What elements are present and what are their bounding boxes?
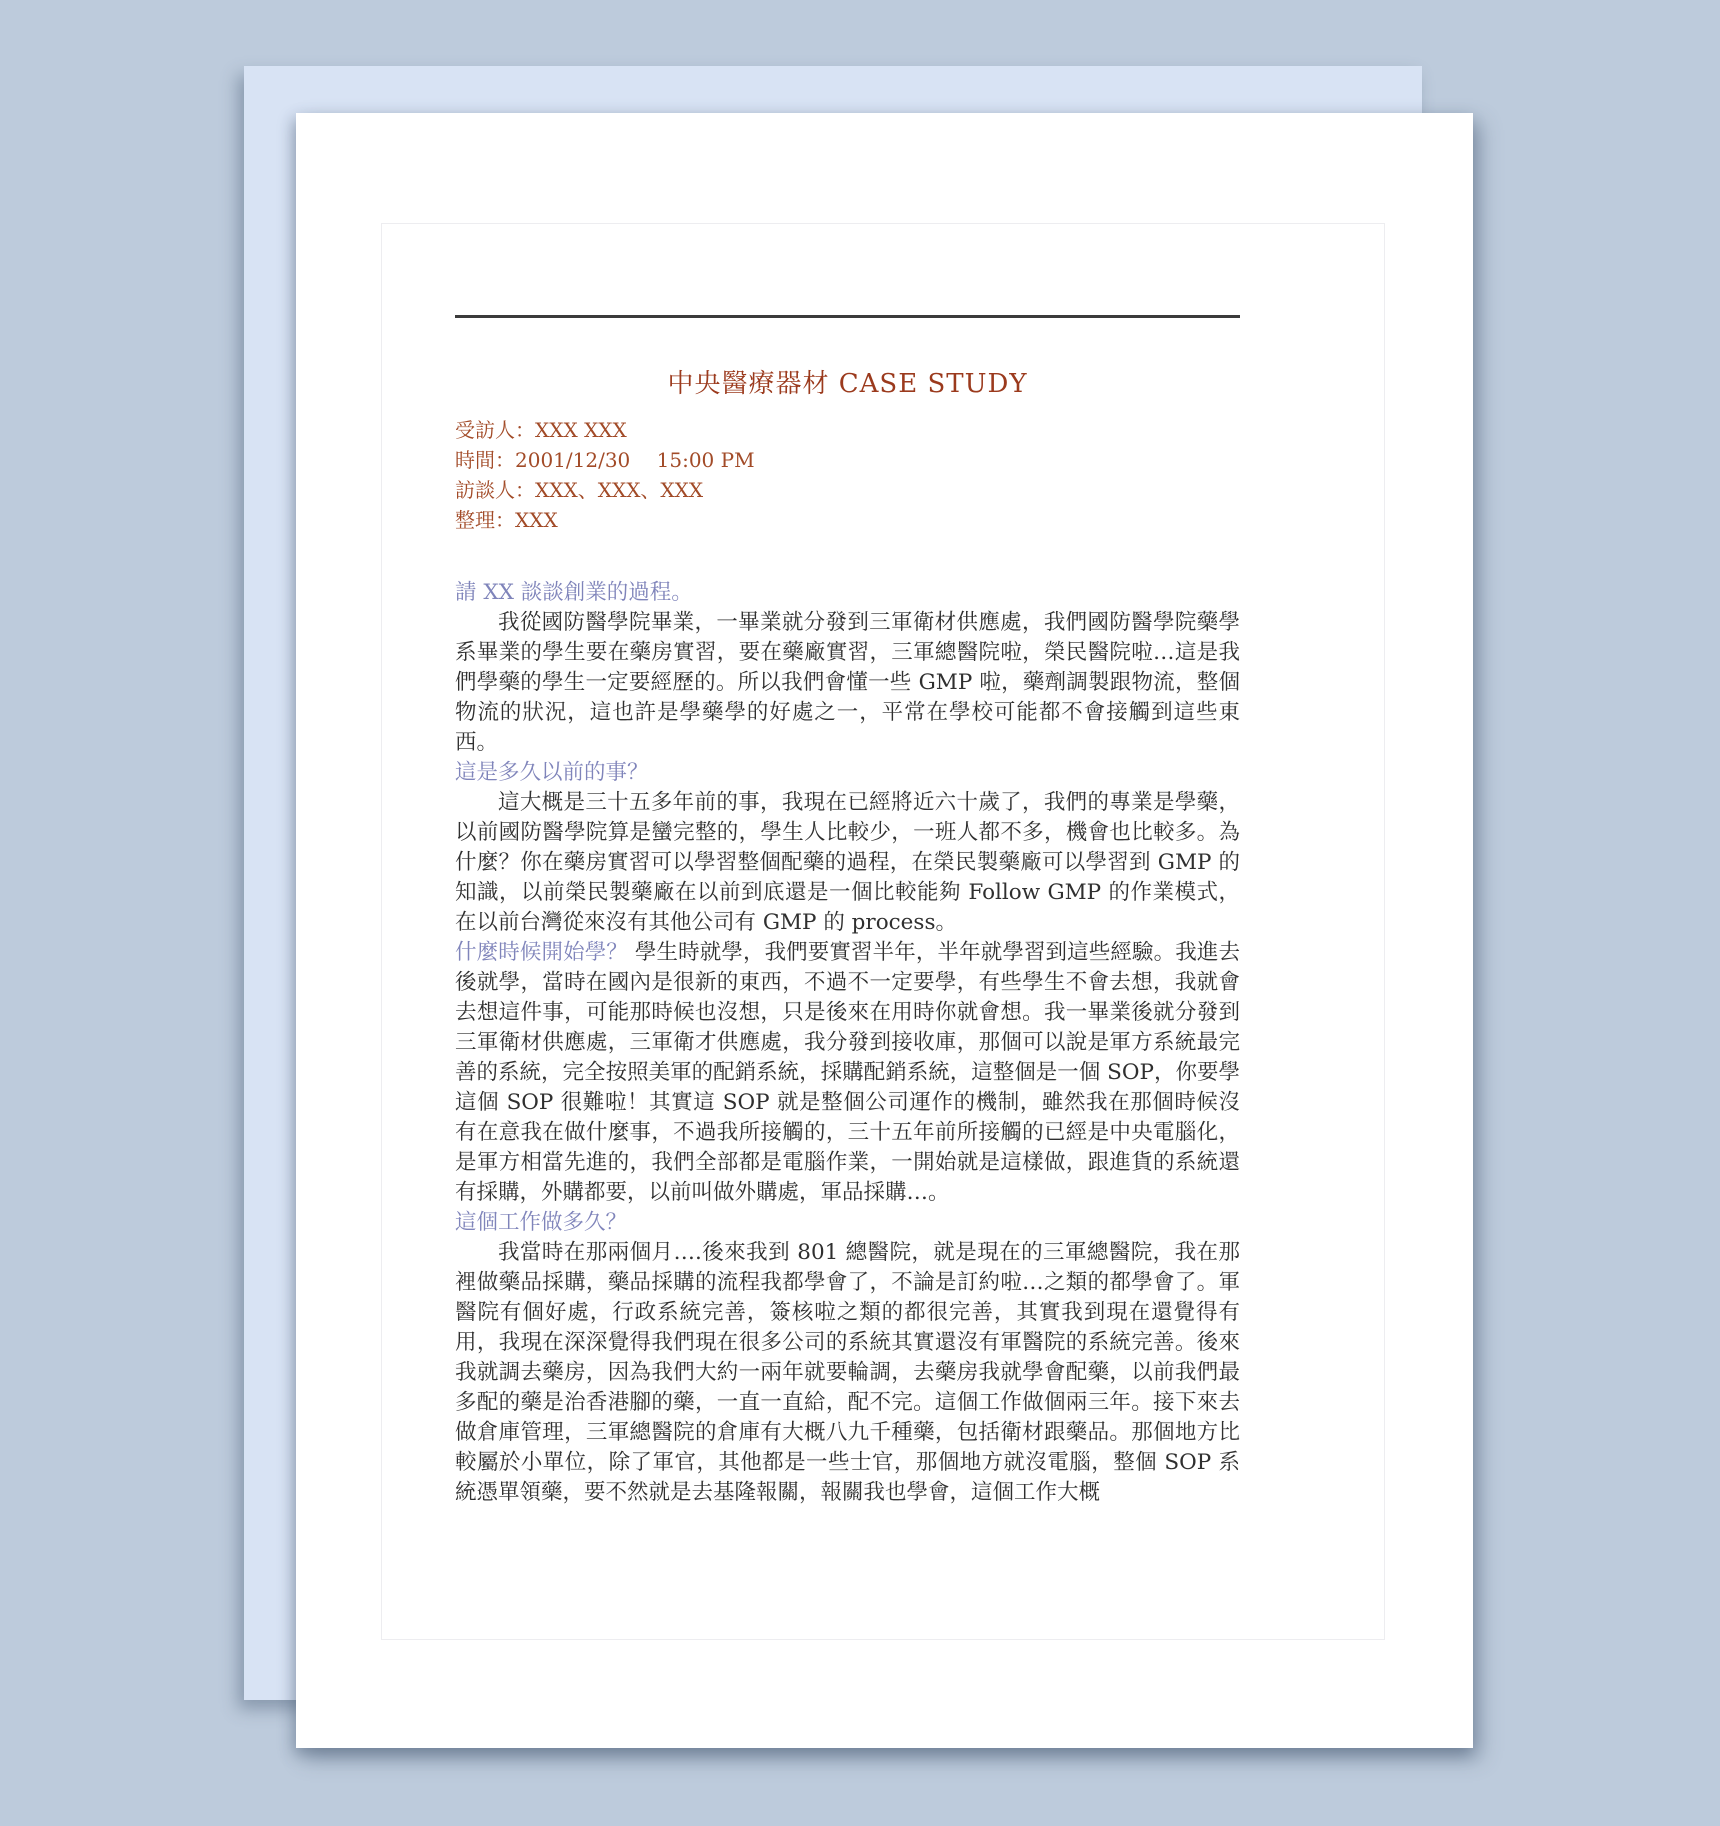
meta-value: 2001/12/30 15:00 PM bbox=[515, 448, 755, 472]
qa-section bbox=[455, 578, 1240, 1508]
meta-value: XXX、XXX、XXX bbox=[535, 478, 704, 502]
answer-text: 學生時就學，我們要實習半年，半年就學習到這些經驗。我進去後就學，當時在國內是很新的東西，不過不一定要學，有些學生不會去想，我就會去想這件事，可能那時候也沒想，只是後來在用時你就會想。我一畢業後就分發到三軍衛材供應處，三軍衛才供應處，我分發到接收庫，那個可以說是軍方系統最完善的系統，完全按照美軍的配銷系統，採購配銷系統，這整個是一個 SOP，你要學這個 SOP 很難啦！其實這 SOP 就是整個公司運作的機制，雖然我在那個時候沒有在意我在做什麼事，不過我所接觸的，三十五年前所接觸的已經是中央電腦化，是軍方相當先進的，我們全部都是電腦作業，一開始就是這樣做，跟進貨的系統還有採購，外購都要，以前叫做外購處，軍品採購…。 bbox=[455, 940, 1240, 1205]
meta-line-interviewee bbox=[455, 415, 1240, 445]
answer-paragraph bbox=[455, 938, 1240, 1208]
answer-paragraph: 我從國防醫學院畢業，一畢業就分發到三軍衛材供應處，我們國防醫學院藥學系畢業的學生要在藥房實習，要在藥廠實習，三軍總醫院啦，榮民醫院啦…這是我們學藥的學生一定要經歷的。所以我們會懂一些 GMP 啦，藥劑調製跟物流，整個物流的狀況，這也許是學藥學的好處之一，平常在學校可能都不會接觸到這些東西。 bbox=[455, 610, 1240, 755]
meta-label: 整理： bbox=[455, 508, 515, 532]
meta-line-time bbox=[455, 445, 1240, 475]
answer-paragraph: 我當時在那兩個月….後來我到 801 總醫院，就是現在的三軍總醫院，我在那裡做藥品採購，藥品採購的流程我都學會了，不論是訂約啦…之類的都學會了。軍醫院有個好處，行政系統完善，簽核啦之類的都很完善，其實我到現在還覺得有用，我現在深深覺得我們現在很多公司的系統其實還沒有軍醫院的系統完善。後來我就調去藥房，因為我們大約一兩年就要輪調，去藥房我就學會配藥，以前我們最多配的藥是治香港腳的藥，一直一直給，配不完。這個工作做個兩三年。接下來去做倉庫管理，三軍總醫院的倉庫有大概八九千種藥，包括衛材跟藥品。那個地方比較屬於小單位，除了軍官，其他都是一些士官，那個地方就沒電腦，整個 SOP 系統憑單領藥，要不然就是去基隆報關，報關我也學會，這個工作大概 bbox=[455, 1240, 1240, 1505]
question-text: 這是多久以前的事？ bbox=[455, 760, 649, 785]
meta-label: 時間： bbox=[455, 448, 515, 472]
answer-paragraph: 這大概是三十五多年前的事，我現在已經將近六十歲了，我們的專業是學藥，以前國防醫學院算是蠻完整的，學生人比較少，一班人都不多，機會也比較多。為什麼？你在藥房實習可以學習整個配藥的過程，在榮民製藥廠可以學習到 GMP 的知識，以前榮民製藥廠在以前到底還是一個比較能夠 Follow GMP 的作業模式，在以前台灣從來沒有其他公司有 GMP 的 process。 bbox=[455, 790, 1240, 935]
meta-label: 受訪人： bbox=[455, 418, 535, 442]
meta-label: 訪談人： bbox=[455, 478, 535, 502]
meta-line-editor bbox=[455, 505, 1240, 535]
document-content bbox=[455, 315, 1240, 1508]
meta-value: XXX XXX bbox=[535, 418, 627, 442]
meta-value: XXX bbox=[515, 508, 558, 532]
title-rule bbox=[455, 315, 1240, 318]
question-text: 請 XX 談談創業的過程。 bbox=[455, 580, 693, 605]
document-title: 中央醫療器材 CASE STUDY bbox=[667, 369, 1028, 399]
meta-block bbox=[455, 415, 1240, 535]
document-page bbox=[296, 113, 1473, 1748]
question-text: 什麼時候開始學？ bbox=[455, 940, 628, 965]
question-text: 這個工作做多久？ bbox=[455, 1210, 628, 1235]
meta-line-interviewers bbox=[455, 475, 1240, 505]
